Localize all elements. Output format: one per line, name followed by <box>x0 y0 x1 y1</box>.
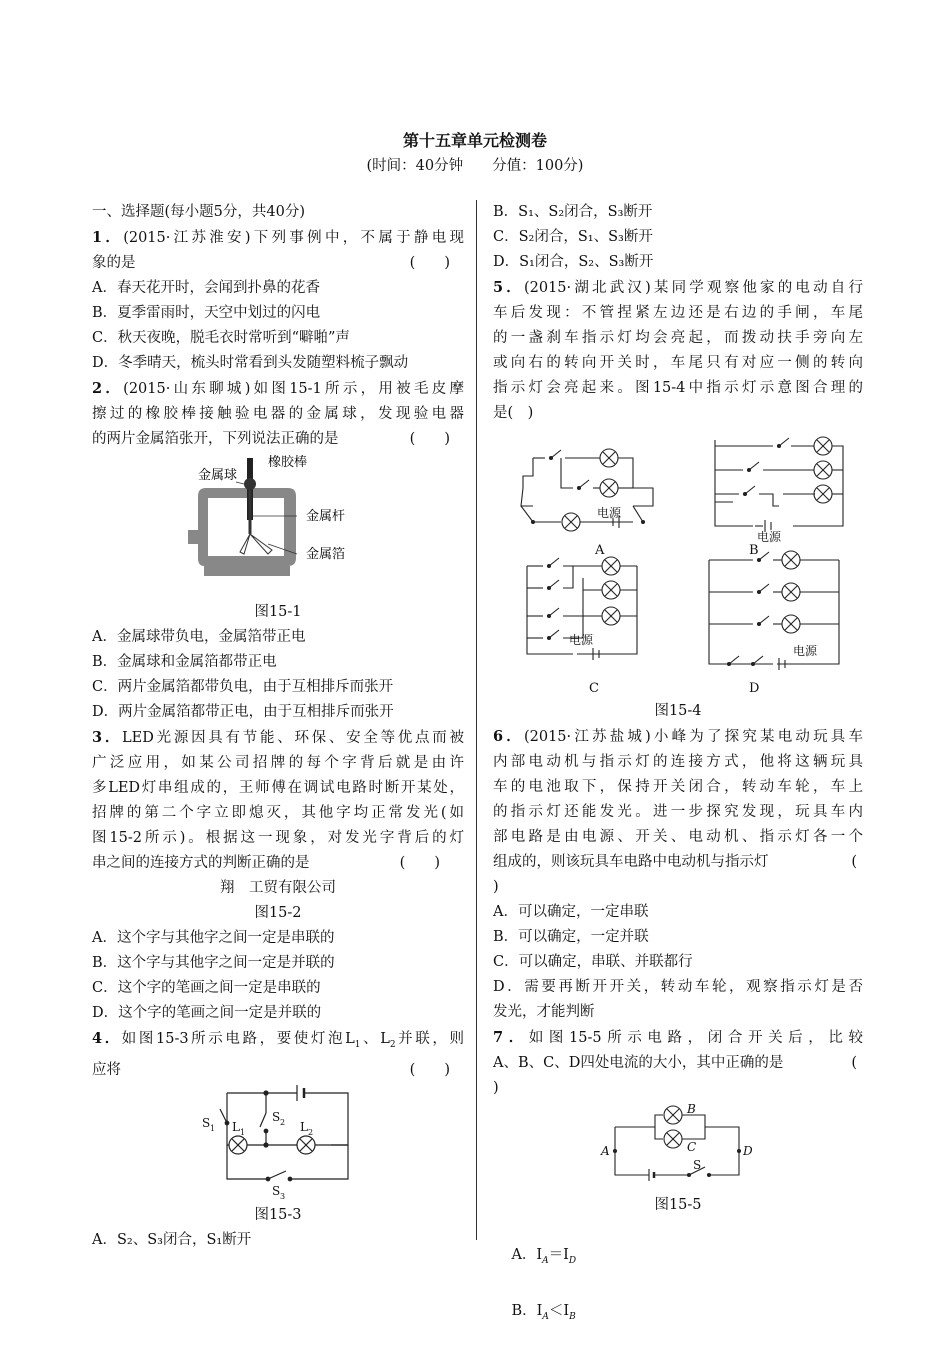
q5-line4: 或向右的转向开关时，车尾只有对应一侧的转向 <box>493 355 863 371</box>
q6-option-a: A．可以确定，一定串联 <box>493 904 649 920</box>
q6-option-c: C．可以确定，串联、并联都行 <box>493 954 693 970</box>
switch-s2-blade <box>260 1113 266 1127</box>
svg-text:1: 1 <box>210 1123 216 1133</box>
q5-line1 <box>493 275 863 301</box>
electroscope-knob <box>188 530 198 544</box>
svg-text:1: 1 <box>240 1127 246 1137</box>
q1-answer-paren: ( ) <box>409 255 450 271</box>
q7-option-b-sub1: A <box>542 1311 549 1322</box>
q7-option-b-text: B．I <box>511 1302 543 1319</box>
circuit-d-label: D <box>749 681 760 696</box>
q7-option-a <box>511 1247 577 1266</box>
q7-text2: A、B、C、D四处电流的大小，其中正确的是 <box>493 1055 784 1071</box>
svg-text:3: 3 <box>280 1191 286 1201</box>
figure-15-2-caption: 图15-2 <box>254 905 302 921</box>
label-point-a: A <box>601 1144 610 1158</box>
q2-text1: (2015·山东聊城)如图15-1所示，用被毛皮摩 <box>123 381 464 397</box>
section-heading: 一、选择题(每小题5分，共40分) <box>92 204 305 220</box>
q4-text1c: 并联，则 <box>395 1031 464 1047</box>
q6-line6 <box>493 850 863 875</box>
figure-15-3 <box>92 1083 464 1203</box>
q4-sub1: 1 <box>354 1039 361 1050</box>
q4-text2: 应将 <box>92 1061 121 1078</box>
q6-text6: 组成的，则该玩具车电路中电动机与指示灯 <box>493 854 769 870</box>
q4-line2 <box>92 1058 464 1083</box>
q3-line4: 招牌的第二个字立即熄灭，其他字均正常发光(如 <box>92 805 464 821</box>
circuit-a-label: A <box>595 543 605 558</box>
figure-15-1-caption: 图15-1 <box>254 604 302 620</box>
q2-option-d: D．两片金属箔都带正电，由于互相排斥而张开 <box>92 704 394 720</box>
q4-option-c: C．S₂闭合，S₁、S₃断开 <box>493 229 653 245</box>
q1-text2: 象的是 <box>92 255 136 271</box>
q1-option-a: A．春天花开时，会闻到扑鼻的花香 <box>92 280 320 296</box>
q3-answer-paren: ( ) <box>399 855 440 871</box>
figure-15-1 <box>92 452 464 602</box>
q7-option-b-lt: ＜I <box>548 1302 570 1319</box>
figure-15-2-sign: 翔 工贸有限公司 <box>220 880 336 896</box>
q1-number: 1． <box>92 229 124 246</box>
q6-option-d-cont: 发光，才能判断 <box>493 1004 595 1020</box>
q6-line2: 内部电动机与指示灯的连接方式，他将这辆玩具 <box>493 754 863 770</box>
left-column <box>92 200 464 1253</box>
q7-paren-open: ( <box>851 1055 857 1071</box>
q7-option-b-sub2: B <box>569 1311 576 1322</box>
page-title: 第十五章单元检测卷 <box>402 131 547 150</box>
q2-line1 <box>92 376 464 402</box>
q1-option-b: B．夏季雷雨时，天空中划过的闪电 <box>92 305 321 321</box>
circuit-d <box>709 551 839 670</box>
q7-line1 <box>493 1025 863 1051</box>
metal-ball-shape <box>244 478 256 490</box>
q6-line7: ) <box>493 879 499 895</box>
q6-line3: 车的电池取下，保持开关闭合，转动车轮，车上 <box>493 779 863 795</box>
switch-s3-blade <box>268 1171 286 1179</box>
electroscope-base <box>204 566 290 576</box>
q7-options <box>493 1218 863 1355</box>
q4-option-b: B．S₁、S₂闭合，S₃断开 <box>493 204 653 220</box>
q2-line3 <box>92 427 464 452</box>
figure-15-5-caption: 图15-5 <box>654 1197 702 1213</box>
label-s3: S <box>272 1183 281 1198</box>
q6-option-d: D．需要再断开开关，转动车轮，观察指示灯是否 <box>493 979 863 995</box>
q1-line1 <box>92 225 464 251</box>
figure-15-4 <box>493 426 863 701</box>
q7-option-b <box>511 1302 576 1322</box>
q6-option-b: B．可以确定，一定并联 <box>493 929 649 945</box>
q4-number: 4． <box>92 1030 122 1047</box>
q2-option-a: A．金属球带负电，金属箔带正电 <box>92 629 306 645</box>
q4-line1 <box>92 1026 464 1058</box>
label-metal-stem: 金属杆 <box>306 509 346 524</box>
circuit-c <box>527 557 637 660</box>
figure-15-4-caption: 图15-4 <box>654 703 702 719</box>
q2-answer-paren: ( ) <box>409 431 450 447</box>
q2-number: 2． <box>92 380 124 397</box>
q5-line6: 是( ) <box>493 405 534 421</box>
q3-text6: 串之间的连接方式的判断正确的是 <box>92 855 310 871</box>
circuit-a <box>521 449 653 531</box>
q1-option-c: C．秋天夜晚，脱毛衣时常听到“噼啪”声 <box>92 330 350 346</box>
q5-line3: 的一盏刹车指示灯均会亮起，而拨动扶手旁向左 <box>493 330 863 346</box>
q7-option-a-eq: ＝I <box>548 1247 569 1263</box>
q6-line1 <box>493 724 863 750</box>
q4-text1a: 如图15-3所示电路，要使灯泡L <box>121 1031 355 1047</box>
label-point-b: B <box>687 1102 696 1116</box>
q3-number: 3． <box>92 729 123 746</box>
q3-line5: 图15-2所示)。根据这一现象，对发光字背后的灯 <box>92 830 464 846</box>
q4-option-a: A．S₂、S₃闭合，S₁断开 <box>92 1231 252 1248</box>
q3-option-b: B．这个字与其他字之间一定是并联的 <box>92 955 335 971</box>
label-metal-foil: 金属箔 <box>306 547 346 562</box>
q4-answer-paren: ( ) <box>409 1061 450 1078</box>
q3-option-d: D．这个字的笔画之间一定是并联的 <box>92 1005 322 1021</box>
q7-text1: 如图15-5所示电路，闭合开关后，比较 <box>528 1030 863 1046</box>
q6-number: 6． <box>493 728 524 745</box>
q3-option-c: C．这个字的笔画之间一定是串联的 <box>92 980 321 996</box>
q6-line4: 的指示灯还能发光。进一步探究发现，玩具车内 <box>493 804 863 820</box>
q4-sub2: 2 <box>389 1039 396 1050</box>
svg-text:2: 2 <box>308 1127 314 1137</box>
label-l2: L <box>300 1119 308 1134</box>
switch-s1-blade <box>220 1109 227 1123</box>
column-divider <box>476 200 477 1240</box>
circuit-d-power-label: 电源 <box>793 644 818 658</box>
label-switch-s: S <box>693 1158 702 1172</box>
circuit-a-power-label: 电源 <box>597 506 622 520</box>
page-subtitle: (时间：40分钟 分值：100分) <box>366 158 584 174</box>
q1-line2 <box>92 251 464 276</box>
q2-line2: 擦过的橡胶棒接触验电器的金属球，发现验电器 <box>92 406 464 422</box>
q5-text1: (2015·湖北武汉)某同学观察他家的电动自行 <box>523 280 863 296</box>
q7-line3: ) <box>493 1080 499 1096</box>
q6-text1: (2015·江苏盐城)小峰为了探究某电动玩具车 <box>523 729 863 745</box>
label-metal-ball: 金属球 <box>198 468 238 483</box>
circuit-b <box>715 437 843 544</box>
circuit-c-label: C <box>589 681 599 696</box>
q5-line5: 指示灯会亮起来。图15-4中指示灯示意图合理的 <box>493 380 863 396</box>
q5-number: 5． <box>493 279 524 296</box>
svg-text:2: 2 <box>280 1117 286 1127</box>
circuit-c-power-label: 电源 <box>569 633 594 647</box>
q4-option-d: D．S₁闭合，S₂、S₃断开 <box>493 254 654 270</box>
q6-line5: 部电路是由电源、开关、电动机、指示灯各一个 <box>493 829 863 845</box>
label-rubber-rod: 橡胶棒 <box>268 455 308 470</box>
right-column <box>493 200 863 1355</box>
q6-paren-open: ( <box>851 854 857 870</box>
q3-line1 <box>92 725 464 751</box>
q7-option-a-sub2: D <box>568 1255 577 1266</box>
q3-line2: 广泛应用，如某公司招牌的每个字背后就是由许 <box>92 755 464 771</box>
label-point-d: D <box>743 1144 753 1158</box>
label-s2: S <box>272 1109 281 1124</box>
label-l1: L <box>232 1119 240 1134</box>
q3-text1: LED光源因具有节能、环保、安全等优点而被 <box>122 730 464 746</box>
q2-text3: 的两片金属箔张开，下列说法正确的是 <box>92 431 339 447</box>
q2-option-b: B．金属球和金属箔都带正电 <box>92 654 277 670</box>
q1-option-d: D．冬季晴天，梳头时常看到头发随塑料梳子飘动 <box>92 355 409 371</box>
circuit-b-power-label: 电源 <box>757 530 782 544</box>
figure-15-5 <box>493 1101 863 1193</box>
label-s1: S <box>202 1115 211 1130</box>
q1-text1: (2015·江苏淮安)下列事例中，不属于静电现 <box>123 230 465 246</box>
q7-line2 <box>493 1051 863 1076</box>
q7-option-a-text: A．I <box>511 1247 543 1263</box>
circuit-b-label: B <box>749 543 759 558</box>
label-point-c: C <box>687 1140 697 1154</box>
figure-15-3-caption: 图15-3 <box>254 1206 302 1223</box>
q3-line6 <box>92 851 464 876</box>
q5-line2: 车后发现：不管捏紧左边还是右边的手闸，车尾 <box>493 305 863 321</box>
q3-line3: 多LED灯串组成的，王师傅在调试电路时断开某处， <box>92 780 464 796</box>
q7-number: 7． <box>493 1029 529 1046</box>
q3-option-a: A．这个字与其他字之间一定是串联的 <box>92 930 335 946</box>
q4-text1b: 、L <box>360 1031 390 1047</box>
q7-option-a-sub1: A <box>542 1255 549 1266</box>
q2-option-c: C．两片金属箔都带负电，由于互相排斥而张开 <box>92 679 394 695</box>
